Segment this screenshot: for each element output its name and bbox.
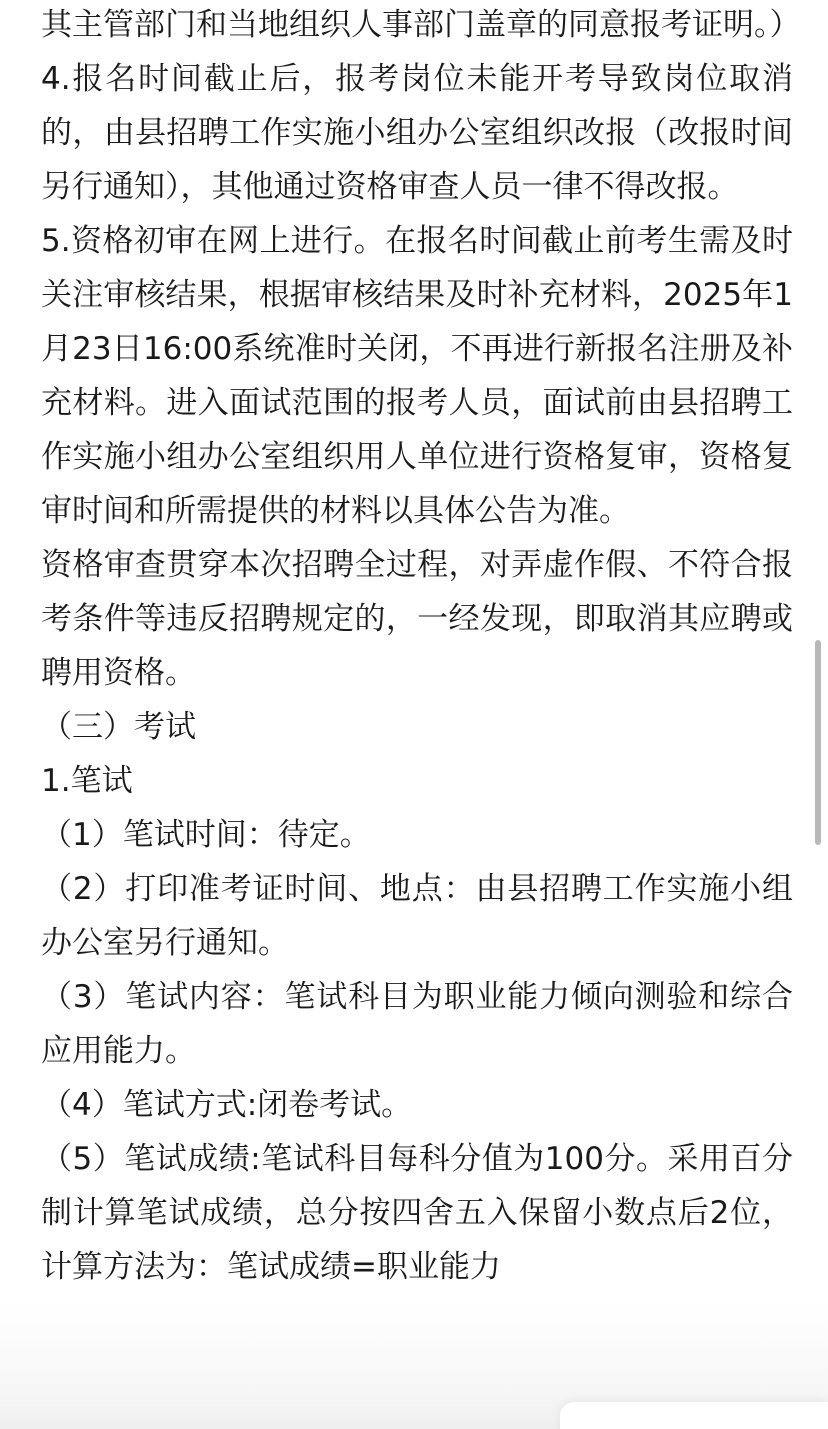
paragraph-exam-content: （3）笔试内容：笔试科目为职业能力倾向测验和综合应用能力。: [41, 979, 793, 1069]
bottom-sheet-edge: [560, 1402, 828, 1429]
vertical-scrollbar[interactable]: [815, 640, 821, 845]
paragraph-exam-score: （5）笔试成绩:笔试科目每科分值为100分。采用百分制计算笔试成绩，总分按四舍五入保留小数点后2位，计算方法为：笔试成绩=职业能力: [41, 1141, 793, 1285]
paragraph-exam-time: （1）笔试时间：待定。: [41, 817, 371, 853]
paragraph-qualification-review: 资格审查贯穿本次招聘全过程，对弄虚作假、不符合报考条件等违反招聘规定的，一经发现，即取消其应聘或聘用资格。: [41, 547, 793, 691]
paragraph-item-4: 4.报名时间截止后，报考岗位未能开考导致岗位取消的，由县招聘工作实施小组办公室组织改报（改报时间另行通知），其他通过资格审查人员一律不得改报。: [41, 61, 793, 205]
paragraph-item-5: 5.资格初审在网上进行。在报名时间截止前考生需及时关注审核结果，根据审核结果及时补充材料，2025年1月23日16:00系统准时关闭，不再进行新报名注册及补充材料。进入面试范围的报考人员，面试前由县招聘工作实施小组办公室组织用人单位进行资格复审，资格复审时间和所需提供的材料以具体公告为准。: [41, 223, 793, 529]
article-body: [41, 0, 801, 1294]
subheading-written-exam: 1.笔试: [41, 763, 133, 799]
paragraph-exam-method: （4）笔试方式:闭卷考试。: [41, 1087, 413, 1123]
paragraph-admission-ticket: （2）打印准考证时间、地点：由县招聘工作实施小组办公室另行通知。: [41, 871, 793, 961]
paragraph-approval-note: 其主管部门和当地组织人事部门盖章的同意报考证明。）: [41, 7, 801, 43]
section-heading-exam: （三）考试: [41, 709, 196, 745]
